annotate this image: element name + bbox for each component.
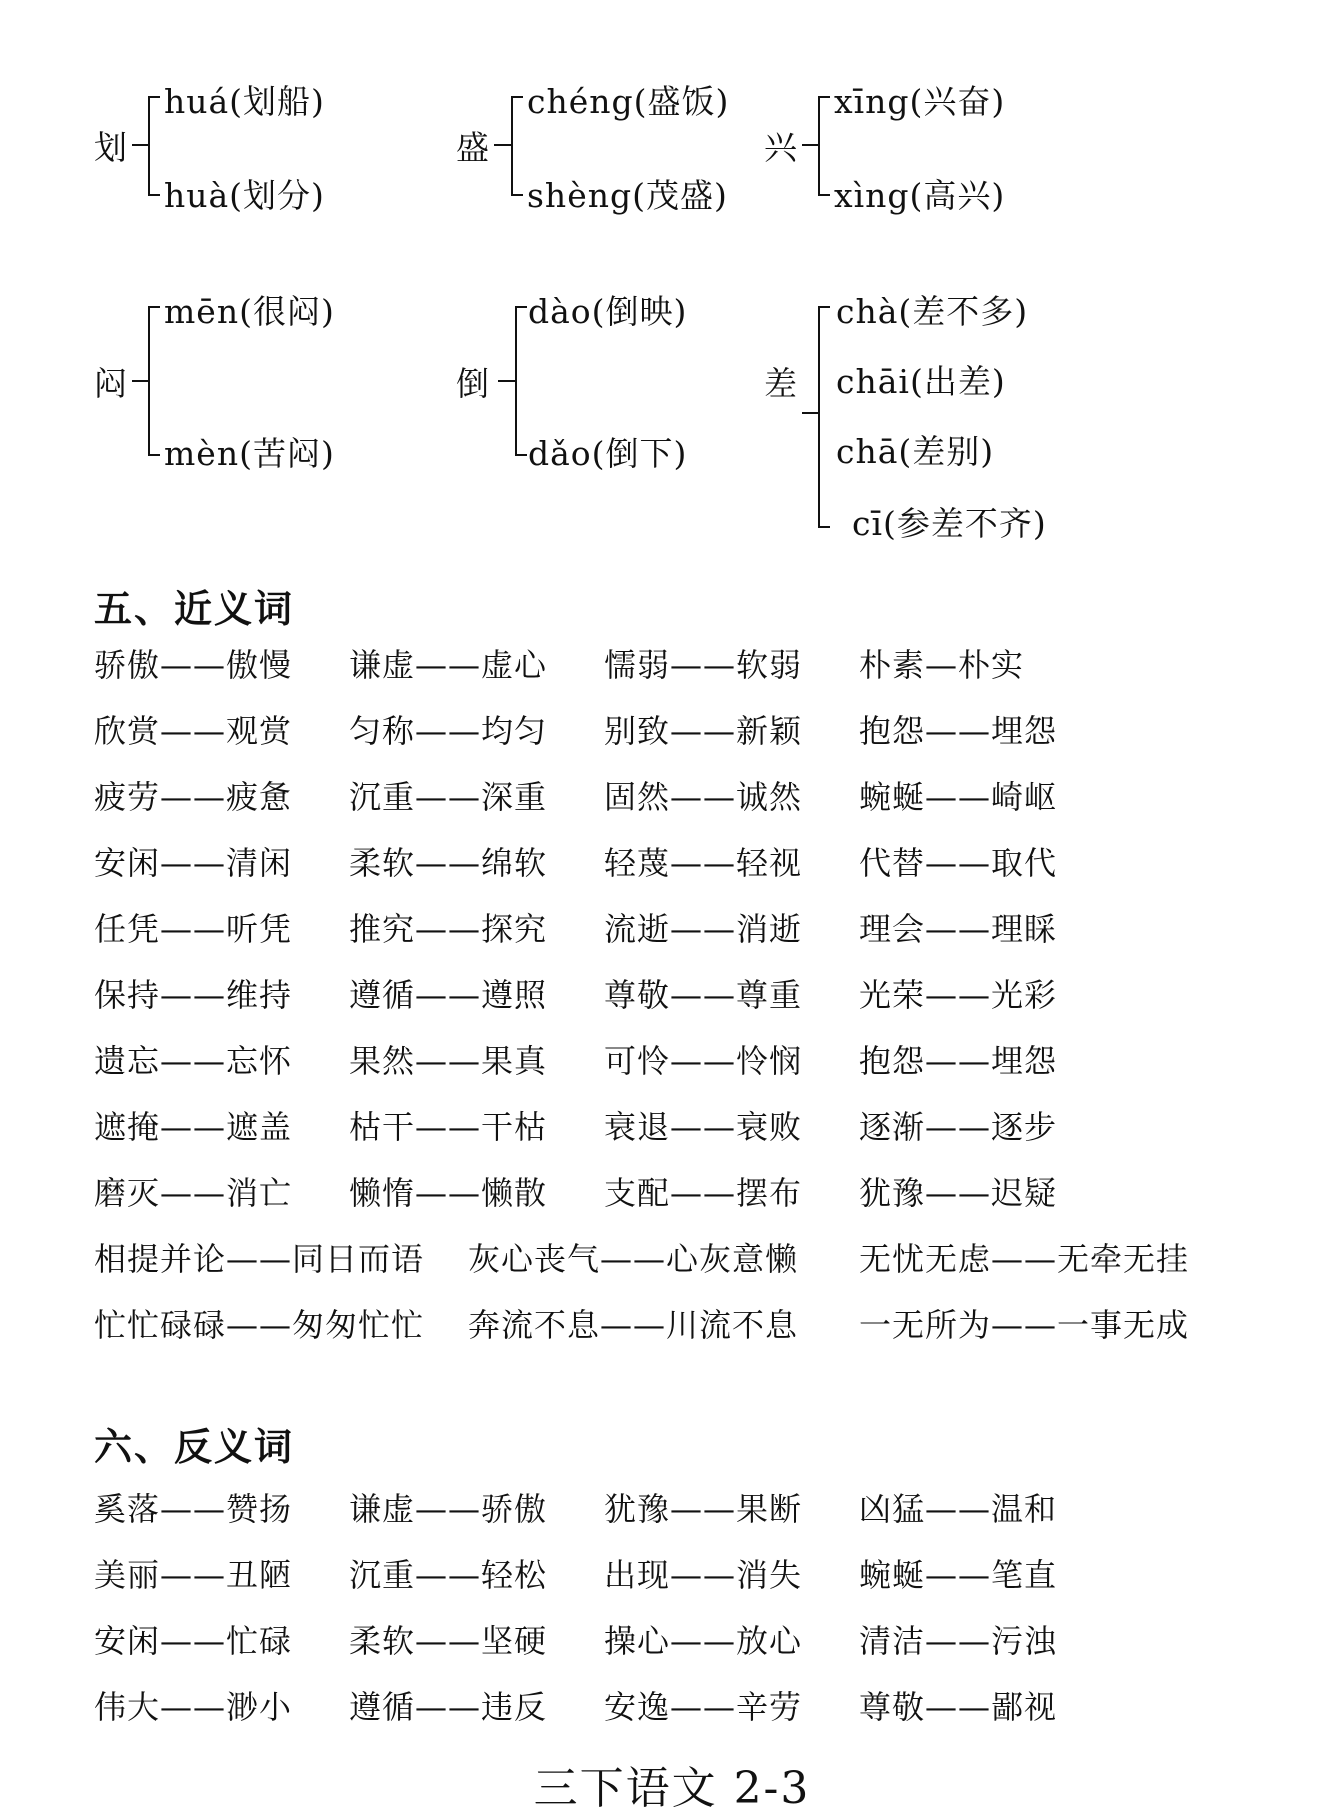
polyphone-char: 倒: [456, 364, 489, 403]
word-pair: 安闲——忙碌: [94, 1622, 293, 1660]
bracket-stem: [132, 144, 149, 146]
word-pair: 可怜——怜悯: [604, 1042, 803, 1080]
polyphone-char: 划: [94, 128, 127, 167]
word-pair: 果然——果真: [349, 1042, 548, 1080]
word-pair: 别致——新颖: [604, 712, 803, 750]
word-pair: 操心——放心: [604, 1622, 803, 1660]
polyphone-reading: xīng(兴奋): [834, 82, 1006, 121]
bracket-arm: [818, 526, 830, 528]
word-pair: 美丽——丑陋: [94, 1556, 293, 1594]
word-pair: 支配——摆布: [604, 1174, 803, 1212]
word-pair: 谦虚——虚心: [349, 646, 548, 684]
word-pair: 犹豫——迟疑: [859, 1174, 1058, 1212]
bracket-stem: [802, 412, 819, 414]
polyphone-char: 闷: [94, 364, 127, 403]
section-title-antonyms: 六、反义词: [94, 1425, 295, 1469]
word-pair: 沉重——轻松: [349, 1556, 548, 1594]
word-pair: 尊敬——尊重: [604, 976, 803, 1014]
polyphone-reading: chà(差不多): [836, 292, 1029, 331]
bracket-arm: [511, 194, 523, 196]
word-pair: 推究——探究: [349, 910, 548, 948]
bracket-spine: [511, 96, 513, 196]
polyphone-reading: xìng(高兴): [834, 176, 1006, 215]
page-footer: 三下语文 2-3: [533, 1763, 811, 1814]
bracket-stem: [132, 380, 149, 382]
bracket-stem: [494, 144, 512, 146]
polyphone-reading: mēn(很闷): [164, 292, 335, 331]
word-pair: 代替——取代: [859, 844, 1058, 882]
bracket-arm: [818, 306, 830, 308]
bracket-spine: [148, 96, 150, 196]
word-pair: 匀称——均匀: [349, 712, 548, 750]
word-pair: 衰退——衰败: [604, 1108, 803, 1146]
word-pair: 遗忘——忘怀: [94, 1042, 293, 1080]
bracket-arm: [148, 96, 160, 98]
polyphone-reading: dǎo(倒下): [528, 434, 688, 473]
word-pair: 沉重——深重: [349, 778, 548, 816]
word-pair: 遵循——违反: [349, 1688, 548, 1726]
polyphone-char: 盛: [456, 128, 489, 167]
polyphone-reading: huà(划分): [164, 176, 325, 215]
word-pair: 伟大——渺小: [94, 1688, 293, 1726]
bracket-arm: [148, 194, 160, 196]
bracket-spine: [818, 306, 820, 528]
word-pair: 抱怨——埋怨: [859, 712, 1058, 750]
bracket-stem: [802, 144, 819, 146]
polyphone-reading: chā(差别): [836, 432, 995, 471]
polyphone-reading: shèng(茂盛): [527, 176, 728, 215]
bracket-arm: [148, 306, 160, 308]
word-pair: 光荣——光彩: [859, 976, 1058, 1014]
word-pair: 蜿蜒——崎岖: [859, 778, 1058, 816]
bracket-arm: [818, 96, 830, 98]
word-pair: 抱怨——埋怨: [859, 1042, 1058, 1080]
polyphone-reading: mèn(苦闷): [164, 434, 335, 473]
idiom-pair: 忙忙碌碌——匆匆忙忙: [94, 1306, 425, 1344]
word-pair: 疲劳——疲惫: [94, 778, 293, 816]
polyphone-char: 兴: [764, 128, 797, 167]
word-pair: 蜿蜒——笔直: [859, 1556, 1058, 1594]
word-pair: 谦虚——骄傲: [349, 1490, 548, 1528]
word-pair: 枯干——干枯: [349, 1108, 548, 1146]
polyphone-reading: dào(倒映): [528, 292, 688, 331]
idiom-pair: 无忧无虑——无牵无挂: [859, 1240, 1190, 1278]
bracket-arm: [148, 454, 160, 456]
section-title-synonyms: 五、近义词: [94, 587, 295, 631]
word-pair: 安逸——辛劳: [604, 1688, 803, 1726]
word-pair: 凶猛——温和: [859, 1490, 1058, 1528]
word-pair: 安闲——清闲: [94, 844, 293, 882]
polyphone-reading: chāi(出差): [836, 362, 1006, 401]
bracket-spine: [515, 306, 517, 456]
polyphone-char: 差: [764, 364, 797, 403]
word-pair: 磨灭——消亡: [94, 1174, 293, 1212]
word-pair: 理会——理睬: [859, 910, 1058, 948]
bracket-spine: [818, 96, 820, 196]
word-pair: 尊敬——鄙视: [859, 1688, 1058, 1726]
bracket-arm: [515, 306, 527, 308]
polyphone-reading: huá(划船): [164, 82, 325, 121]
polyphone-reading: cī(参差不齐): [852, 504, 1047, 543]
word-pair: 懒惰——懒散: [349, 1174, 548, 1212]
word-pair: 出现——消失: [604, 1556, 803, 1594]
idiom-pair: 相提并论——同日而语: [94, 1240, 425, 1278]
word-pair: 流逝——消逝: [604, 910, 803, 948]
word-pair: 清洁——污浊: [859, 1622, 1058, 1660]
bracket-spine: [148, 306, 150, 456]
word-pair: 逐渐——逐步: [859, 1108, 1058, 1146]
word-pair: 轻蔑——轻视: [604, 844, 803, 882]
bracket-arm: [511, 96, 523, 98]
word-pair: 柔软——坚硬: [349, 1622, 548, 1660]
idiom-pair: 奔流不息——川流不息: [468, 1306, 799, 1344]
word-pair: 朴素—朴实: [859, 646, 1025, 684]
idiom-pair: 灰心丧气——心灰意懒: [468, 1240, 799, 1278]
polyphone-reading: chéng(盛饭): [527, 82, 730, 121]
word-pair: 任凭——听凭: [94, 910, 293, 948]
bracket-stem: [498, 380, 516, 382]
word-pair: 懦弱——软弱: [604, 646, 803, 684]
word-pair: 奚落——赞扬: [94, 1490, 293, 1528]
word-pair: 遮掩——遮盖: [94, 1108, 293, 1146]
word-pair: 欣赏——观赏: [94, 712, 293, 750]
bracket-arm: [818, 194, 830, 196]
word-pair: 保持——维持: [94, 976, 293, 1014]
word-pair: 固然——诚然: [604, 778, 803, 816]
word-pair: 遵循——遵照: [349, 976, 548, 1014]
word-pair: 柔软——绵软: [349, 844, 548, 882]
idiom-pair: 一无所为——一事无成: [859, 1306, 1190, 1344]
bracket-arm: [515, 454, 527, 456]
word-pair: 犹豫——果断: [604, 1490, 803, 1528]
word-pair: 骄傲——傲慢: [94, 646, 293, 684]
